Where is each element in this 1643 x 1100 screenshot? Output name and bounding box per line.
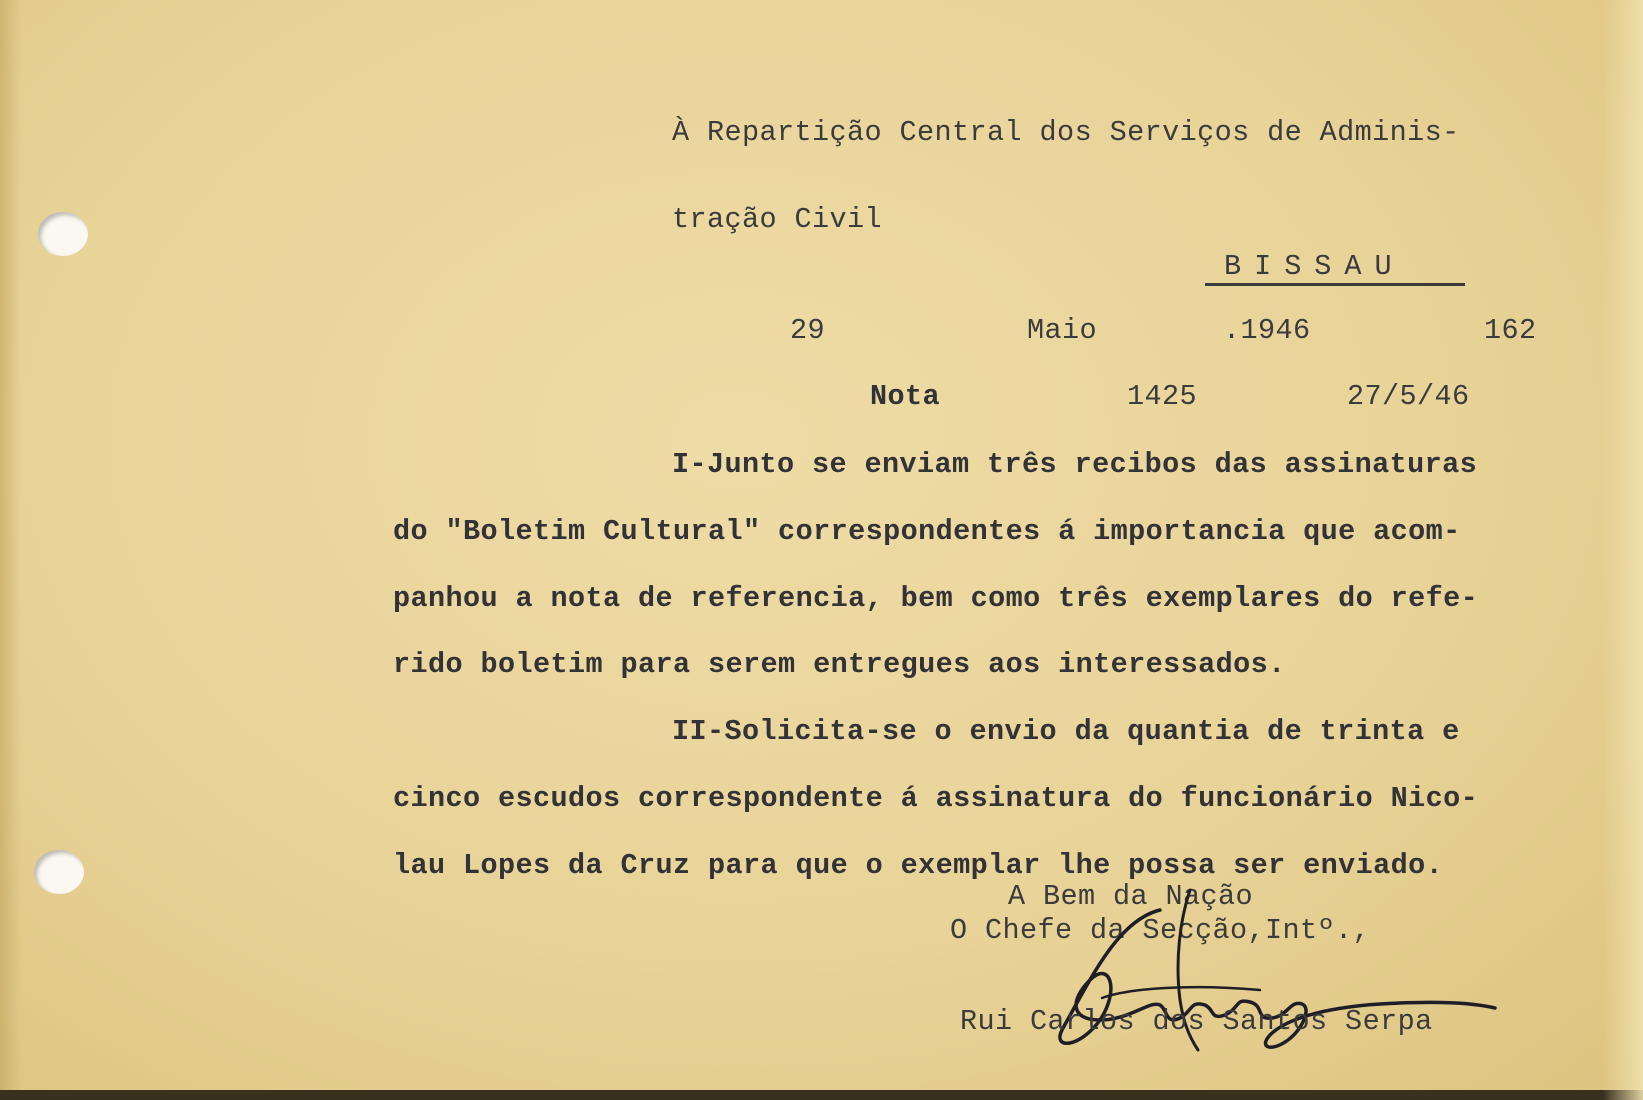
date-year: .1946 (1223, 314, 1311, 347)
addressee-line-1: À Repartição Central dos Serviços de Adminis- (672, 116, 1460, 149)
punch-hole-icon (38, 212, 88, 256)
body-line: I-Junto se enviam três recibos das assinaturas (672, 448, 1478, 481)
document-number: 162 (1484, 314, 1537, 347)
paper-bottom-edge (0, 1090, 1643, 1100)
body-line: lau Lopes da Cruz para que o exemplar lhe possa ser enviado. (393, 849, 1444, 882)
reference-number: 1425 (1127, 380, 1198, 413)
reference-date: 27/5/46 (1347, 380, 1470, 413)
body-line: do "Boletim Cultural" correspondentes á importancia que acom- (393, 515, 1461, 548)
body-line: rido boletim para serem entregues aos interessados. (393, 648, 1286, 681)
closing-salutation: A Bem da Nação (1008, 880, 1254, 913)
date-day: 29 (790, 314, 826, 347)
body-line: II-Solicita-se o envio da quantia de trinta e (672, 715, 1460, 748)
reference-label: Nota (870, 380, 941, 413)
signer-name: Rui Carlos dos Santos Serpa (960, 1005, 1433, 1038)
city-heading: BISSAU (1224, 250, 1405, 283)
addressee-line-2: tração Civil (672, 203, 883, 236)
date-month: Maio (1027, 314, 1098, 347)
signer-title: O Chefe da Secção,Intº., (950, 914, 1371, 947)
body-line: cinco escudos correspondente á assinatura do funcionário Nico- (393, 782, 1479, 815)
body-line: panhou a nota de referencia, bem como três exemplares do refe- (393, 582, 1479, 615)
punch-hole-icon (34, 850, 84, 894)
city-underline (1205, 283, 1465, 286)
